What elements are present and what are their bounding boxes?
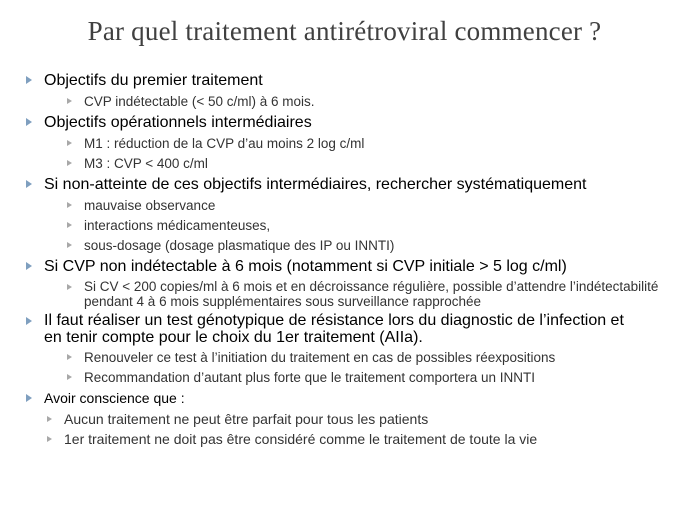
triangle-bullet-icon — [47, 416, 52, 422]
sub-bullet-item — [0, 279, 664, 309]
triangle-bullet-icon — [67, 242, 72, 248]
bullet-text: Objectifs opérationnels intermédiaires — [44, 114, 312, 131]
sub-bullet-text: M3 : CVP < 400 c/ml — [84, 156, 208, 171]
sub-bullet-item — [0, 135, 689, 152]
triangle-bullet-icon — [67, 374, 72, 380]
triangle-bullet-icon — [26, 317, 32, 325]
sub-bullet-text: Aucun traitement ne peut être parfait pour tous les patients — [64, 411, 429, 427]
triangle-bullet-icon — [67, 202, 72, 208]
sub-bullet-text: CVP indétectable (< 50 c/ml) à 6 mois. — [84, 94, 315, 109]
triangle-bullet-icon — [67, 98, 72, 104]
sub-bullet-item — [0, 217, 689, 234]
slide-content — [0, 68, 689, 448]
triangle-bullet-icon — [67, 160, 72, 166]
triangle-bullet-icon — [26, 118, 32, 126]
sub-bullet-text: Recommandation d’autant plus forte que le traitement comportera un INNTI — [84, 370, 535, 385]
triangle-bullet-icon — [67, 222, 72, 228]
bullet-text: Avoir conscience que : — [44, 390, 185, 406]
bullet-text: Il faut réaliser un test génotypique de résistance lors du diagnostic de l’infection et en tenir compte pour le choix du 1er traitement (AIIa). — [44, 312, 624, 346]
sub-bullet-text: 1er traitement ne doit pas être considéré comme le traitement de toute la vie — [64, 431, 538, 447]
sub-bullet-text: M1 : réduction de la CVP d’au moins 2 log c/ml — [84, 136, 365, 151]
sub-bullet-item — [0, 93, 689, 110]
bullet-item — [0, 71, 689, 90]
bullet-item — [0, 175, 689, 194]
sub-bullet-text: Si CV < 200 copies/ml à 6 mois et en décroissance régulière, possible d’attendre l’indétectabilité pendant 4 à 6 mois supplémentaires sous surveillance rapprochée — [84, 279, 659, 309]
bullet-item — [0, 257, 689, 276]
bullet-item — [0, 312, 624, 346]
sub-bullet-text: mauvaise observance — [84, 198, 216, 213]
sub-bullet-item — [0, 197, 689, 214]
sub-bullet-item — [0, 237, 689, 254]
sub-bullet-text: sous-dosage (dosage plasmatique des IP ou INNTI) — [84, 238, 395, 253]
bullet-item — [0, 113, 689, 132]
triangle-bullet-icon — [67, 140, 72, 146]
triangle-bullet-icon — [26, 262, 32, 270]
sub-bullet-item — [0, 411, 689, 428]
slide-title: Par quel traitement antirétroviral commencer ? — [87, 16, 602, 46]
sub-bullet-text: interactions médicamenteuses, — [84, 218, 271, 233]
triangle-bullet-icon — [26, 180, 32, 188]
triangle-bullet-icon — [67, 354, 72, 360]
sub-bullet-item — [0, 155, 689, 172]
sub-bullet-item — [0, 349, 689, 366]
sub-bullet-item — [0, 369, 689, 386]
triangle-bullet-icon — [26, 394, 32, 402]
bullet-item — [0, 389, 689, 408]
bullet-text: Si non-atteinte de ces objectifs intermédiaires, rechercher systématiquement — [44, 176, 587, 193]
triangle-bullet-icon — [67, 284, 72, 290]
triangle-bullet-icon — [47, 436, 52, 442]
bullet-text: Objectifs du premier traitement — [44, 72, 263, 89]
sub-bullet-item — [0, 431, 689, 448]
sub-bullet-text: Renouveler ce test à l’initiation du traitement en cas de possibles réexpositions — [84, 350, 556, 365]
bullet-text: Si CVP non indétectable à 6 mois (notamment si CVP initiale > 5 log c/ml) — [44, 258, 567, 275]
triangle-bullet-icon — [26, 76, 32, 84]
